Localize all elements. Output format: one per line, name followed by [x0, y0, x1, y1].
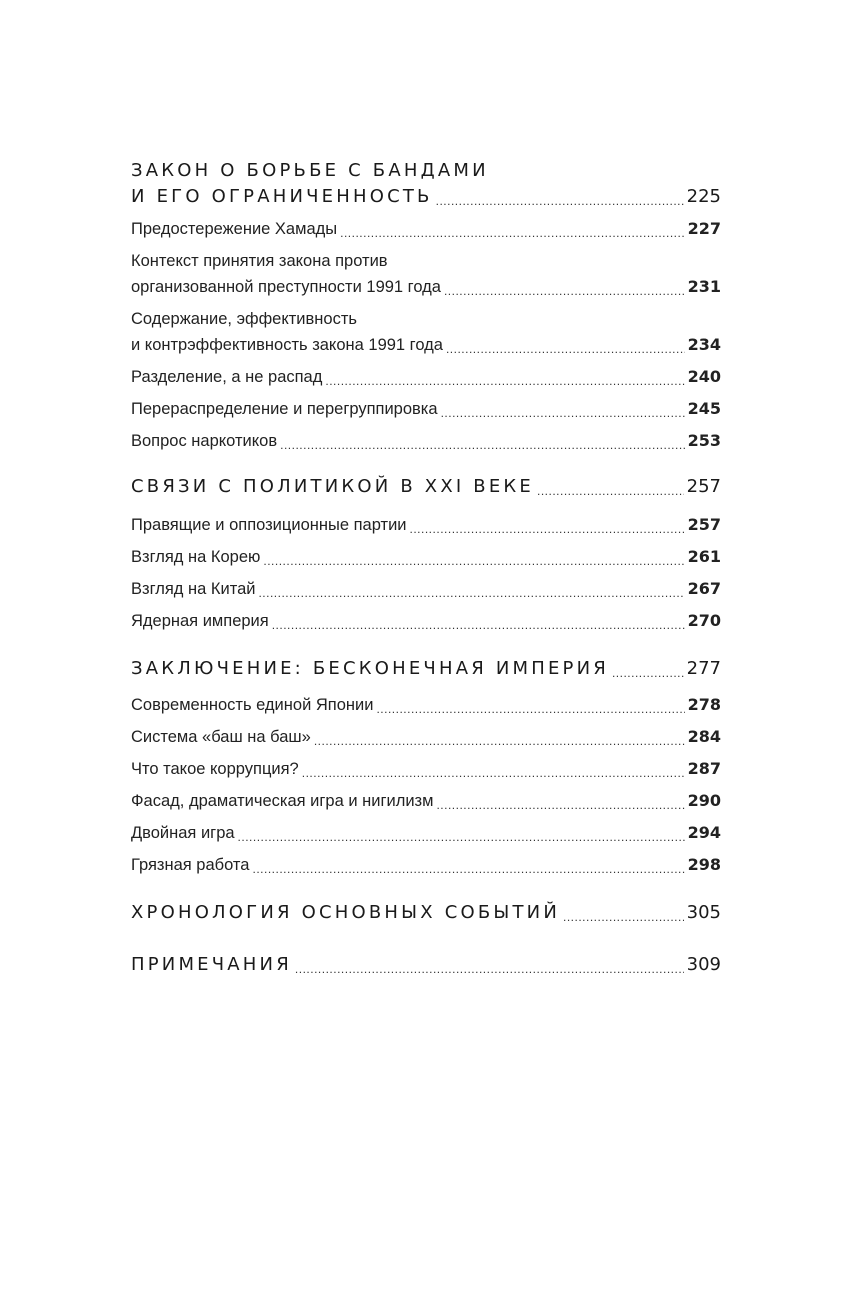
- section-title: Фасад, драматическая игра и нигилизм: [131, 792, 434, 810]
- section-row[interactable]: [131, 428, 721, 454]
- section-title: Предостережение Хамады: [131, 220, 338, 238]
- section-title: Вопрос наркотиков: [131, 432, 278, 450]
- section-group: [131, 512, 721, 634]
- section-row[interactable]: [131, 788, 721, 814]
- page-number: 240: [687, 367, 721, 386]
- page-number: 284: [687, 727, 721, 746]
- page-number: 225: [686, 186, 721, 207]
- section-row[interactable]: [131, 396, 721, 422]
- page-number: 231: [687, 277, 721, 296]
- section-row[interactable]: [131, 724, 721, 750]
- dot-leader: [325, 372, 684, 389]
- chapter-title: ЗАКЛЮЧЕНИЕ: БЕСКОНЕЧНАЯ ИМПЕРИЯ: [131, 658, 609, 679]
- section-entry[interactable]: [131, 306, 721, 358]
- page-number: 305: [686, 902, 721, 923]
- page-number: 298: [687, 855, 721, 874]
- section-title: Современность единой Японии: [131, 696, 374, 714]
- toc-chapter: [131, 158, 721, 210]
- section-row[interactable]: [131, 692, 721, 718]
- section-row[interactable]: [131, 820, 721, 846]
- page-number: 290: [687, 791, 721, 810]
- dot-leader: [238, 828, 685, 845]
- chapter-row[interactable]: [131, 952, 721, 978]
- chapter-title-line1: ЗАКОН О БОРЬБЕ С БАНДАМИ: [131, 160, 489, 181]
- section-title: организованной преступности 1991 года: [131, 278, 441, 296]
- dot-leader: [302, 764, 685, 781]
- dot-leader: [263, 552, 684, 569]
- section-row: [131, 274, 721, 300]
- dot-leader: [612, 664, 684, 680]
- page-number: 257: [686, 476, 721, 497]
- dot-leader: [410, 520, 685, 537]
- page-number: 253: [687, 431, 721, 450]
- section-entry[interactable]: [131, 248, 721, 300]
- dot-leader: [446, 340, 685, 357]
- section-title: Что такое коррупция?: [131, 760, 299, 778]
- dot-leader: [280, 436, 684, 453]
- dot-leader: [295, 960, 684, 976]
- page-number: 261: [687, 547, 721, 566]
- dot-leader: [441, 404, 685, 421]
- section-title: Взгляд на Корею: [131, 548, 261, 566]
- page-number: 270: [687, 611, 721, 630]
- chapter-title: И ЕГО ОГРАНИЧЕННОСТЬ: [131, 186, 433, 207]
- section-title-line1: Контекст принятия закона против: [131, 252, 388, 270]
- dot-leader: [252, 860, 684, 877]
- chapter-row[interactable]: [131, 656, 721, 682]
- page-number: 278: [687, 695, 721, 714]
- dot-leader: [258, 584, 684, 601]
- section-title: Система «баш на баш»: [131, 728, 311, 746]
- toc-chapter: [131, 952, 721, 978]
- chapter-title: СВЯЗИ С ПОЛИТИКОЙ В XXI ВЕКЕ: [131, 476, 534, 497]
- chapter-row[interactable]: [131, 184, 721, 210]
- page-number: 227: [687, 219, 721, 238]
- section-title: Разделение, а не распад: [131, 368, 323, 386]
- section-row[interactable]: [131, 364, 721, 390]
- section-title-line1: Содержание, эффективность: [131, 310, 357, 328]
- page-number: 257: [687, 515, 721, 534]
- page-number: 234: [687, 335, 721, 354]
- page-number: 267: [687, 579, 721, 598]
- section-title: Правящие и оппозиционные партии: [131, 516, 407, 534]
- toc-chapter: [131, 900, 721, 926]
- page-number: 245: [687, 399, 721, 418]
- section-row[interactable]: [131, 852, 721, 878]
- chapter-row[interactable]: [131, 900, 721, 926]
- toc-chapter: [131, 474, 721, 500]
- dot-leader: [444, 282, 685, 299]
- section-row[interactable]: [131, 544, 721, 570]
- section-row[interactable]: [131, 216, 721, 242]
- dot-leader: [314, 732, 685, 749]
- section-title: Взгляд на Китай: [131, 580, 256, 598]
- chapter-title: ПРИМЕЧАНИЯ: [131, 954, 292, 975]
- page-number: 309: [686, 954, 721, 975]
- section-title: и контрэффективность закона 1991 года: [131, 336, 443, 354]
- page-number: 277: [686, 658, 721, 679]
- dot-leader: [376, 700, 684, 717]
- chapter-title: ХРОНОЛОГИЯ ОСНОВНЫХ СОБЫТИЙ: [131, 902, 560, 923]
- dot-leader: [436, 192, 684, 208]
- page-number: 294: [687, 823, 721, 842]
- dot-leader: [436, 796, 684, 813]
- section-title: Грязная работа: [131, 856, 250, 874]
- table-of-contents: [131, 158, 721, 978]
- section-row: [131, 332, 721, 358]
- section-row[interactable]: [131, 576, 721, 602]
- section-row[interactable]: [131, 608, 721, 634]
- dot-leader: [537, 482, 684, 498]
- chapter-row[interactable]: [131, 474, 721, 500]
- section-row[interactable]: [131, 512, 721, 538]
- section-row[interactable]: [131, 756, 721, 782]
- section-group: [131, 216, 721, 454]
- section-title: Двойная игра: [131, 824, 235, 842]
- toc-chapter: [131, 656, 721, 682]
- dot-leader: [563, 908, 684, 924]
- section-title: Ядерная империя: [131, 612, 269, 630]
- dot-leader: [272, 616, 685, 633]
- page-number: 287: [687, 759, 721, 778]
- section-title: Перераспределение и перегруппировка: [131, 400, 438, 418]
- dot-leader: [340, 224, 684, 241]
- section-group: [131, 692, 721, 878]
